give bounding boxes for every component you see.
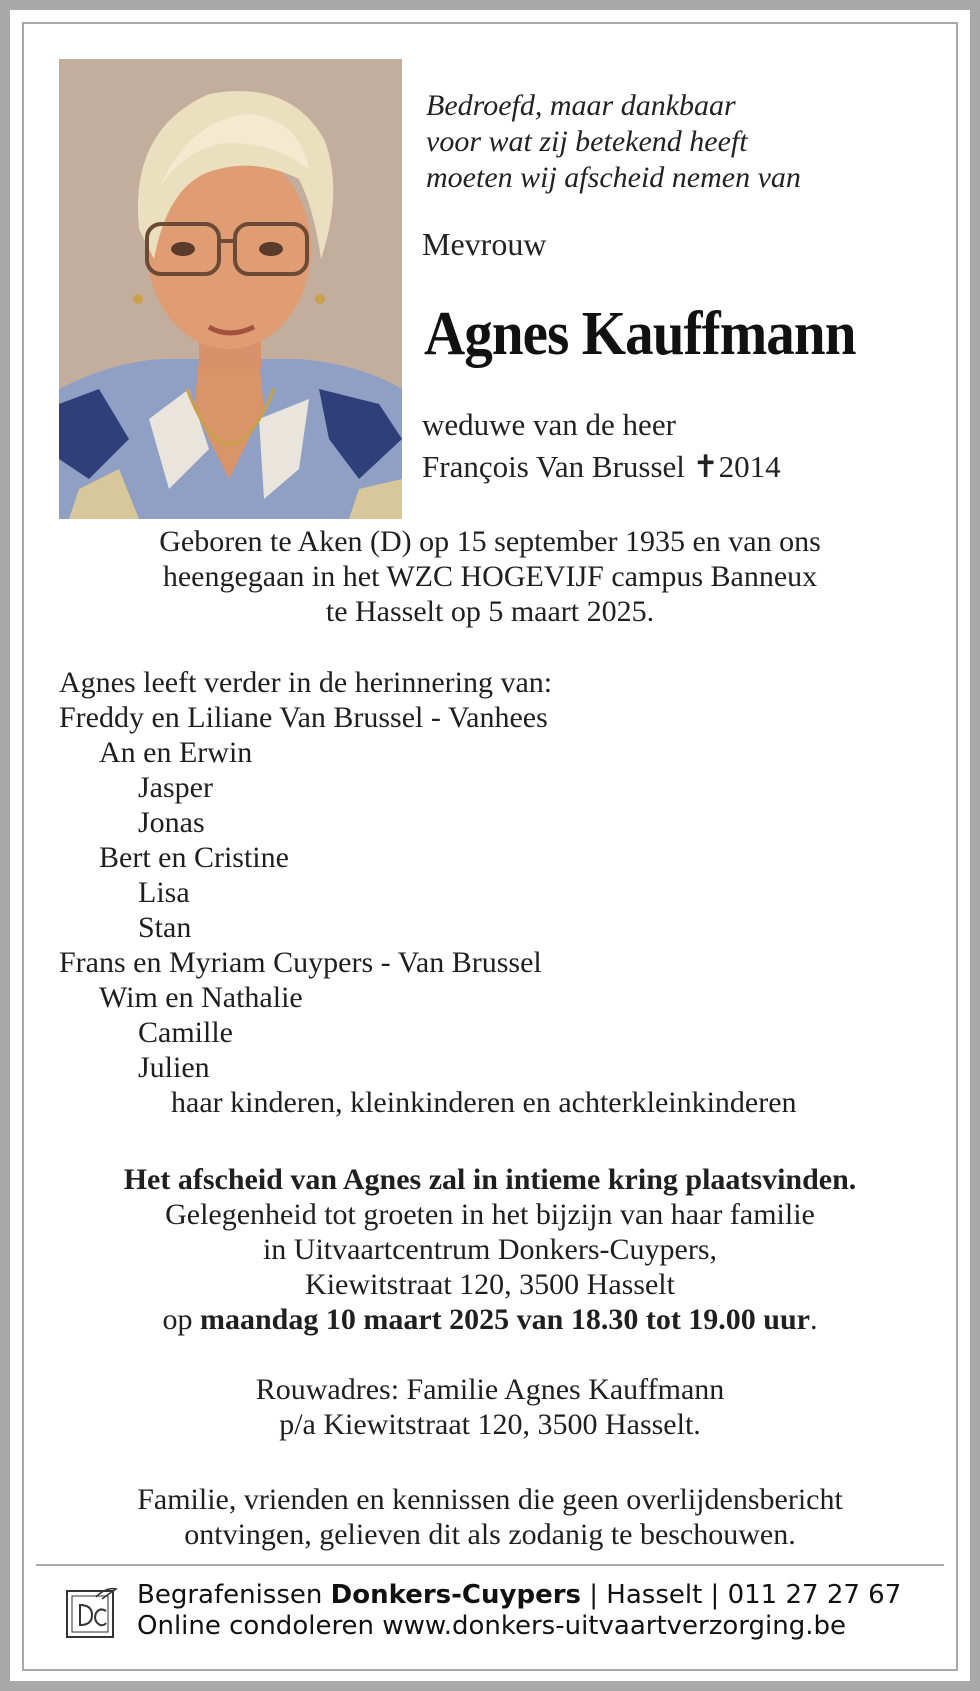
ceremony-date-suffix: . [810,1303,818,1336]
footer-line-1 [137,1580,901,1611]
salutation: Mevrouw [422,226,547,262]
family-closing: haar kinderen, kleinkinderen en achterkleinkinderen [171,1086,797,1119]
ceremony-line: Kiewitstraat 120, 3500 Hasselt [305,1268,675,1301]
family-child: Bert en Cristine [99,841,289,874]
ceremony-date-prefix: op [162,1303,193,1336]
ceremony-line: Gelegenheid tot groeten in het bijzijn van haar familie [165,1198,815,1231]
family-child: Freddy en Liliane Van Brussel - Vanhees [59,701,548,734]
spouse-line: François Van Brussel ✝2014 [422,449,781,484]
ceremony-date [36,1302,944,1337]
portrait-photo [59,59,402,519]
family-grandchild: Stan [138,911,192,944]
family-child: An en Erwin [99,736,253,769]
birth-line: te Hasselt op 5 maart 2025. [325,595,655,628]
address-line: Rouwadres: Familie Agnes Kauffmann [255,1373,725,1406]
spouse-text [422,404,781,488]
notice-line: ontvingen, gelieven dit als zodanig te beschouwen. [184,1518,796,1551]
footer-location-phone: | Hasselt | 011 27 27 67 [589,1580,902,1610]
footer [137,1580,901,1642]
family-grandchild: Camille [138,1016,233,1049]
family-child: Wim en Nathalie [99,981,303,1014]
address-line: p/a Kiewitstraat 120, 3500 Hasselt. [279,1408,701,1441]
family-grandchild: Jonas [138,806,205,839]
family-child: Frans en Myriam Cuypers - Van Brussel [59,946,542,979]
family-grandchild: Jasper [138,771,213,804]
notice-text [36,1482,944,1552]
deceased-name: Agnes Kauffmann [424,300,856,368]
ceremony-date-time: maandag 10 maart 2025 van 18.30 tot 19.00 uur [199,1303,810,1336]
footer-condolence-link[interactable]: Online condoleren www.donkers-uitvaartverzorging.be [137,1611,846,1641]
footer-company: Donkers-Cuypers [330,1580,582,1610]
intro-line: voor wat zij betekend heeft [426,125,748,158]
ceremony-line: in Uitvaartcentrum Donkers-Cuypers, [262,1233,718,1266]
ceremony-details [36,1162,944,1337]
intro-line: Bedroefd, maar dankbaar [426,89,736,122]
family-grandchild: Julien [138,1051,210,1084]
birth-details [36,524,944,629]
notice-line: Familie, vrienden en kennissen die geen overlijdensbericht [137,1483,843,1516]
footer-prefix: Begrafenissen [137,1580,323,1610]
intro-line: moeten wij afscheid nemen van [426,161,801,194]
birth-line: Geboren te Aken (D) op 15 september 1935 en van ons [159,525,821,558]
intro-text [426,88,801,196]
funeral-home-logo-icon [66,1585,118,1639]
spouse-line: weduwe van de heer [422,407,676,442]
family-list [59,665,797,1120]
family-grandchild: Lisa [138,876,190,909]
family-heading: Agnes leeft verder in de herinnering van: [59,666,553,699]
footer-divider [36,1564,944,1566]
birth-line: heengegaan in het WZC HOGEVIJF campus Banneux [162,560,818,593]
mourning-address [36,1372,944,1442]
ceremony-headline: Het afscheid van Agnes zal in intieme kring plaatsvinden. [123,1163,857,1196]
